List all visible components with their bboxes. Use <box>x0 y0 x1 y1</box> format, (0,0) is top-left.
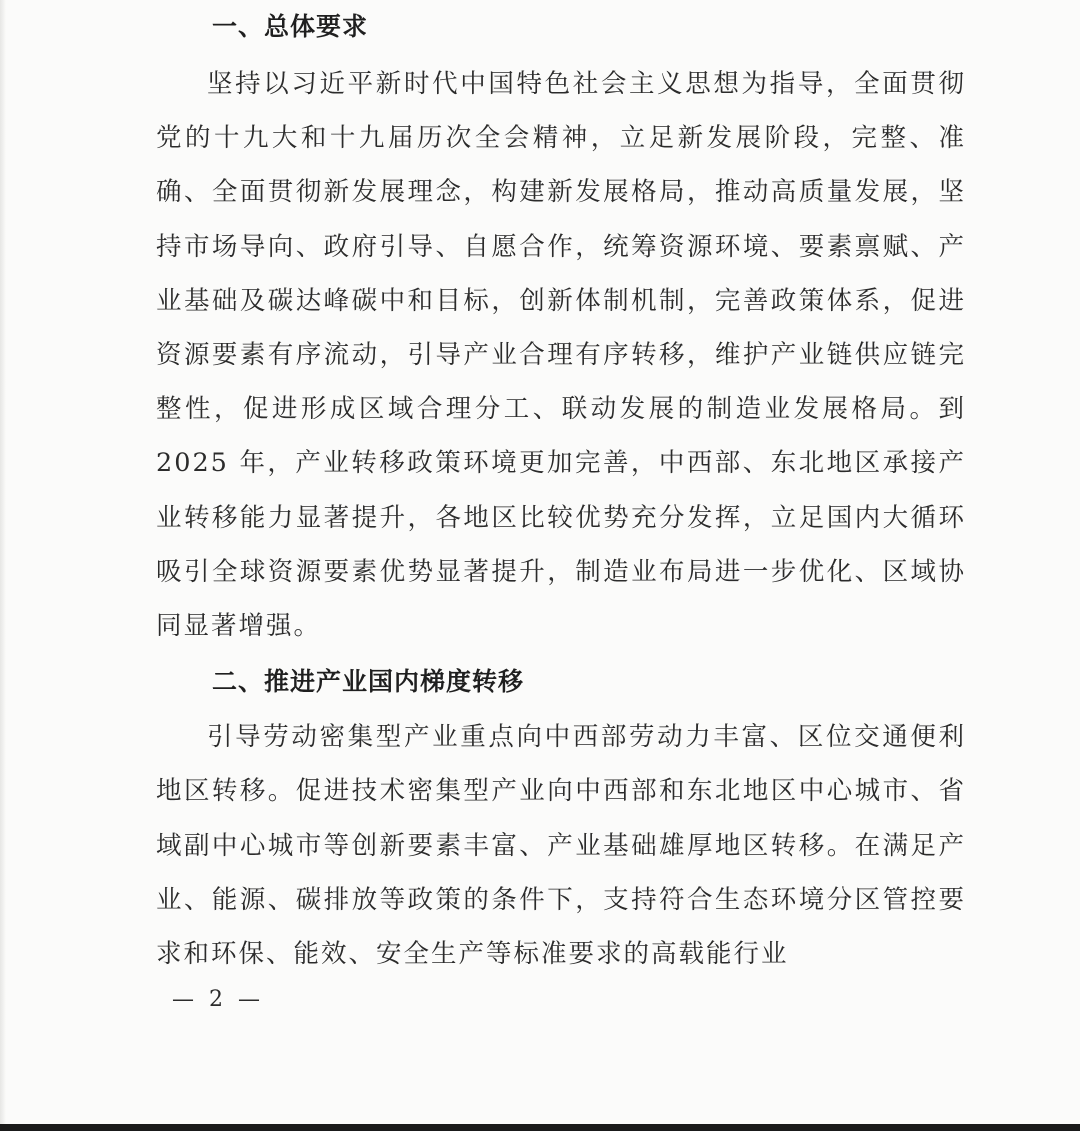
document-body <box>156 6 966 981</box>
page-edge-shadow <box>0 0 6 1131</box>
section-heading-domestic-transfer: 二、推进产业国内梯度转移 <box>212 667 525 697</box>
section-heading-general-requirements: 一、总体要求 <box>212 12 369 41</box>
page-number: — 2 — <box>172 987 264 1012</box>
scan-bottom-edge <box>0 1124 1080 1131</box>
section-paragraph-domestic-transfer: 引导劳动密集型产业重点向中西部劳动力丰富、区位交通便利地区转移。促进技术密集型产业向中西部和东北地区中心城市、省域副中心城市等创新要素丰富、产业基础雄厚地区转移。在满足产业、能源、碳排放等政策的条件下，支持符合生态环境分区管控要求和环保、能效、安全生产等标准要求的高载能行业 <box>156 722 966 970</box>
section-paragraph-general-requirements: 坚持以习近平新时代中国特色社会主义思想为指导，全面贯彻党的十九大和十九届历次全会精神，立足新发展阶段，完整、准确、全面贯彻新发展理念，构建新发展格局，推动高质量发展，坚持市场导向、政府引导、自愿合作，统筹资源环境、要素禀赋、产业基础及碳达峰碳中和目标，创新体制机制，完善政策体系，促进资源要素有序流动，引导产业合理有序转移，维护产业链供应链完整性，促进形成区域合理分工、联动发展的制造业发展格局。到 2025 年，产业转移政策环境更加完善，中西部、东北地区承接产业转移能力显著提升，各地区比较优势充分发挥，立足国内大循环吸引全球资源要素优势显著提升，制造业布局进一步优化、区域协同显著增强。 <box>156 69 966 642</box>
